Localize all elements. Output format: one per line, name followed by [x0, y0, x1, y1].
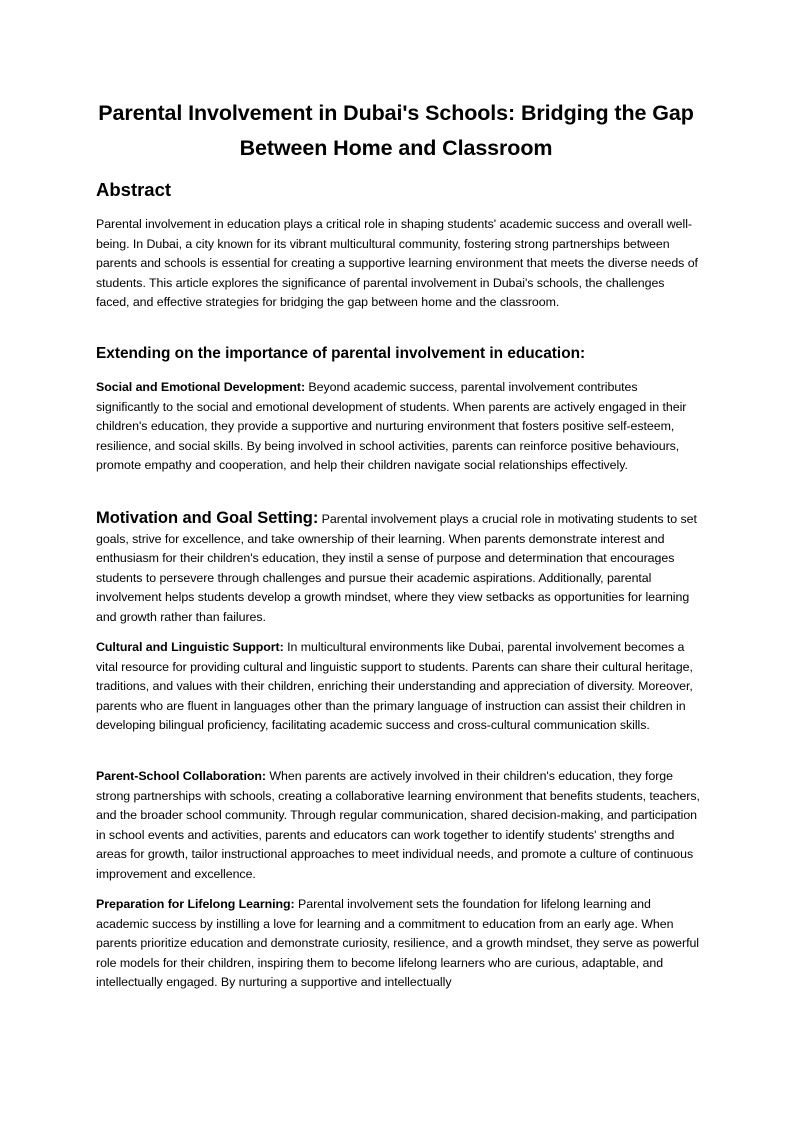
paragraph-lead: Motivation and Goal Setting: — [96, 509, 319, 527]
paragraph-body: Parental involvement sets the foundation for lifelong learning and academic success by instilling a love for learning and a commitment to education from an early age. When parents prioritize education and demonstrate curiosity, resilience, and a growth mindset, they serve as powerful role models for their children, inspiring them to become lifelong learners who are curious, adaptable, and intellectually engaged. By nurturing a supportive and intellectually — [96, 897, 699, 989]
paragraph-social-emotional — [96, 378, 700, 476]
paragraph-body: Parental involvement plays a crucial role in motivating students to set goals, strive for excellence, and take ownership of their learning. When parents demonstrate interest and enthusiasm for their children's education, they instil a sense of purpose and determination that encourages students to persevere through challenges and pursue their academic aspirations. Additionally, parental involvement helps students develop a growth mindset, where they view setbacks as opportunities for learning and growth rather than failures. — [96, 512, 697, 624]
paragraph-parent-school — [96, 767, 700, 884]
paragraph-body: When parents are actively involved in their children's education, they forge strong partnerships with schools, creating a collaborative learning environment that benefits students, teachers, and the broader school community. Through regular communication, shared decision-making, and participation in school events and activities, parents and educators can work together to identify students' strengths and areas for growth, tailor instructional approaches to meet individual needs, and promote a culture of continuous improvement and excellence. — [96, 769, 700, 881]
paragraph-motivation-goals — [96, 509, 700, 627]
paragraph-cultural-linguistic — [96, 638, 700, 736]
paragraph-body: In multicultural environments like Dubai, parental involvement becomes a vital resource for providing cultural and linguistic support to students. Parents can share their cultural heritage, traditions, and values with their children, enriching their understanding and appreciation of diversity. Moreover, parents who are fluent in languages other than the primary language of instruction can assist their children in developing bilingual proficiency, facilitating academic success and cross-cultural communication skills. — [96, 640, 693, 732]
document-title: Parental Involvement in Dubai's Schools: Bridging the Gap Between Home and Classroom — [98, 101, 694, 160]
abstract-paragraph: Parental involvement in education plays a critical role in shaping students' academic success and overall well-being. In Dubai, a city known for its vibrant multicultural community, fostering strong partnerships between parents and schools is essential for creating a supportive learning environment that meets the diverse needs of students. This article explores the significance of parental involvement in Dubai's schools, the challenges faced, and effective strategies for bridging the gap between home and the classroom. — [96, 217, 698, 309]
paragraph-lifelong-learning — [96, 895, 700, 993]
paragraph-lead: Preparation for Lifelong Learning: — [96, 897, 295, 911]
paragraph-body: Beyond academic success, parental involvement contributes significantly to the social and emotional development of students. When parents are actively engaged in their children's education, they provide a supportive and nurturing environment that fosters positive self-esteem, resilience, and social skills. By being involved in school activities, parents can reinforce positive behaviours, promote empathy and cooperation, and help their children navigate social relationships effectively. — [96, 380, 687, 472]
paragraph-lead: Cultural and Linguistic Support: — [96, 640, 284, 654]
paragraph-lead: Social and Emotional Development: — [96, 380, 306, 394]
section-heading: Extending on the importance of parental involvement in education: — [96, 345, 586, 362]
paragraph-lead: Parent-School Collaboration: — [96, 769, 267, 783]
abstract-heading: Abstract — [96, 179, 172, 200]
